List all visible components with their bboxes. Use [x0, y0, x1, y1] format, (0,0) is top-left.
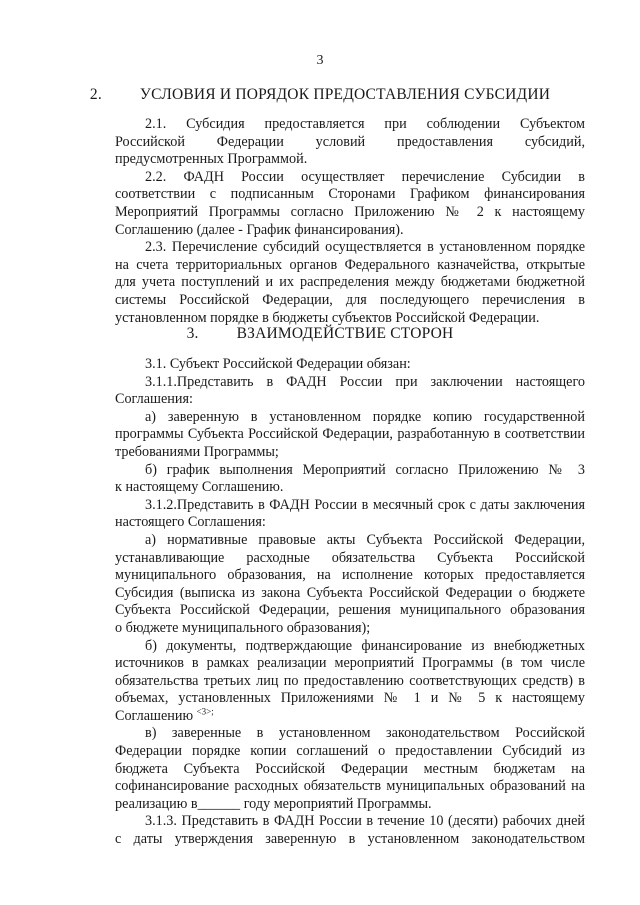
paragraph-line: Соглашению (далее - График финансирования). [115, 221, 404, 238]
paragraph-line: а) нормативные правовые акты Субъекта Российской Федерации, [145, 531, 585, 548]
section-3-body [115, 356, 585, 849]
paragraph-line: Субъекта Российской Федерации, решения муниципального образования [115, 602, 585, 619]
paragraph-line: устанавливающие расходные обязательства Субъекта Российской [115, 549, 585, 566]
paragraph-line: для учета поступлений и их распределения между бюджетами бюджетной [115, 274, 585, 291]
paragraph-line: настоящего Соглашения: [115, 514, 266, 531]
paragraph-line: 2.1. Субсидия предоставляется при соблюдении Субъектом [145, 116, 585, 132]
paragraph-line: требованиями Программы; [115, 443, 279, 460]
paragraph-line: Соглашения: [115, 391, 193, 408]
paragraph-text: Соглашению [115, 707, 194, 724]
paragraph-line: к настоящему Соглашению. [115, 479, 284, 496]
paragraph-line: программы Субъекта Российской Федерации, разработанную в соответствии [115, 426, 585, 443]
section-2-number: 2. [89, 86, 102, 103]
paragraph-line: муниципального образования, на исполнение которых предоставляется [115, 567, 585, 584]
paragraph-line: о бюджете муниципального образования); [115, 619, 371, 636]
section-2-heading [0, 86, 640, 104]
paragraph-line: 3.1. Субъект Российской Федерации обязан: [145, 356, 411, 372]
paragraph-line: 3.1.3. Представить в ФАДН России в течение 10 (десяти) рабочих дней [145, 813, 585, 830]
paragraph-line: источников в рамках реализации мероприятий Программы (в том числе [115, 655, 585, 672]
paragraph-line: с даты утверждения заверенную в установленном законодательством [115, 831, 585, 848]
footnote-mark: <3>; [196, 707, 214, 717]
paragraph-line: реализацию в______ году мероприятий Программы. [115, 795, 432, 812]
paragraph-line: Российской Федерации условий предоставления субсидий, [115, 133, 585, 150]
paragraph-line: системы Российской Федерации, для последующего перечисления в [115, 291, 585, 308]
paragraph-line: 2.2. ФАДН России осуществляет перечисление Субсидии в [145, 168, 585, 185]
section-2-title: УСЛОВИЯ И ПОРЯДОК ПРЕДОСТАВЛЕНИЯ СУБСИДИИ [139, 86, 551, 103]
section-2-body [115, 116, 585, 327]
paragraph-line: а) заверенную в установленном порядке копию государственной [145, 408, 585, 425]
paragraph-line [115, 708, 585, 726]
section-3-title: ВЗАИМОДЕЙСТВИЕ СТОРОН [236, 325, 454, 342]
paragraph-line: 3.1.1.Представить в ФАДН России при заключении настоящего [145, 373, 585, 390]
paragraph-line: соответствии с подписанным Сторонами Графиком финансирования [115, 186, 585, 203]
paragraph-line: Мероприятий Программы согласно Приложению № 2 к настоящему [115, 203, 585, 220]
section-3-number: 3. [186, 325, 199, 342]
paragraph-line: 3.1.2.Представить в ФАДН России в месячный срок с даты заключения [145, 496, 585, 513]
paragraph-line: Субсидия (выписка из закона Субъекта Российской Федерации о бюджете [115, 584, 585, 601]
paragraph-line: бюджета Субъекта Российской Федерации местным бюджетам на [115, 760, 585, 777]
paragraph-line: б) документы, подтверждающие финансирование из внебюджетных [145, 637, 585, 654]
page-number: 3 [316, 53, 324, 68]
paragraph-line: 2.3. Перечисление субсидий осуществляется в установленном порядке [145, 239, 585, 256]
paragraph-line: Федерации порядке копии соглашений о предоставлении Субсидий из [115, 743, 585, 760]
paragraph-line: б) график выполнения Мероприятий согласно Приложению № 3 [145, 461, 585, 478]
paragraph-line: на счета территориальных органов Федерального казначейства, открытые [115, 256, 585, 273]
paragraph-line: установленном порядке в бюджеты субъектов Российской Федерации. [115, 309, 540, 326]
paragraph-line: обязательства третьих лиц по предоставлению соответствующих средств) в [115, 672, 585, 689]
paragraph-line: софинансирование расходных обязательств муниципальных образований на [115, 778, 585, 795]
paragraph-line: предусмотренных Программой. [115, 151, 308, 168]
paragraph-line: объемах, установленных Приложениями № 1 и № 5 к настоящему [115, 690, 585, 707]
section-3-heading [0, 325, 640, 343]
paragraph-line: в) заверенные в установленном законодательством Российской [145, 725, 585, 742]
